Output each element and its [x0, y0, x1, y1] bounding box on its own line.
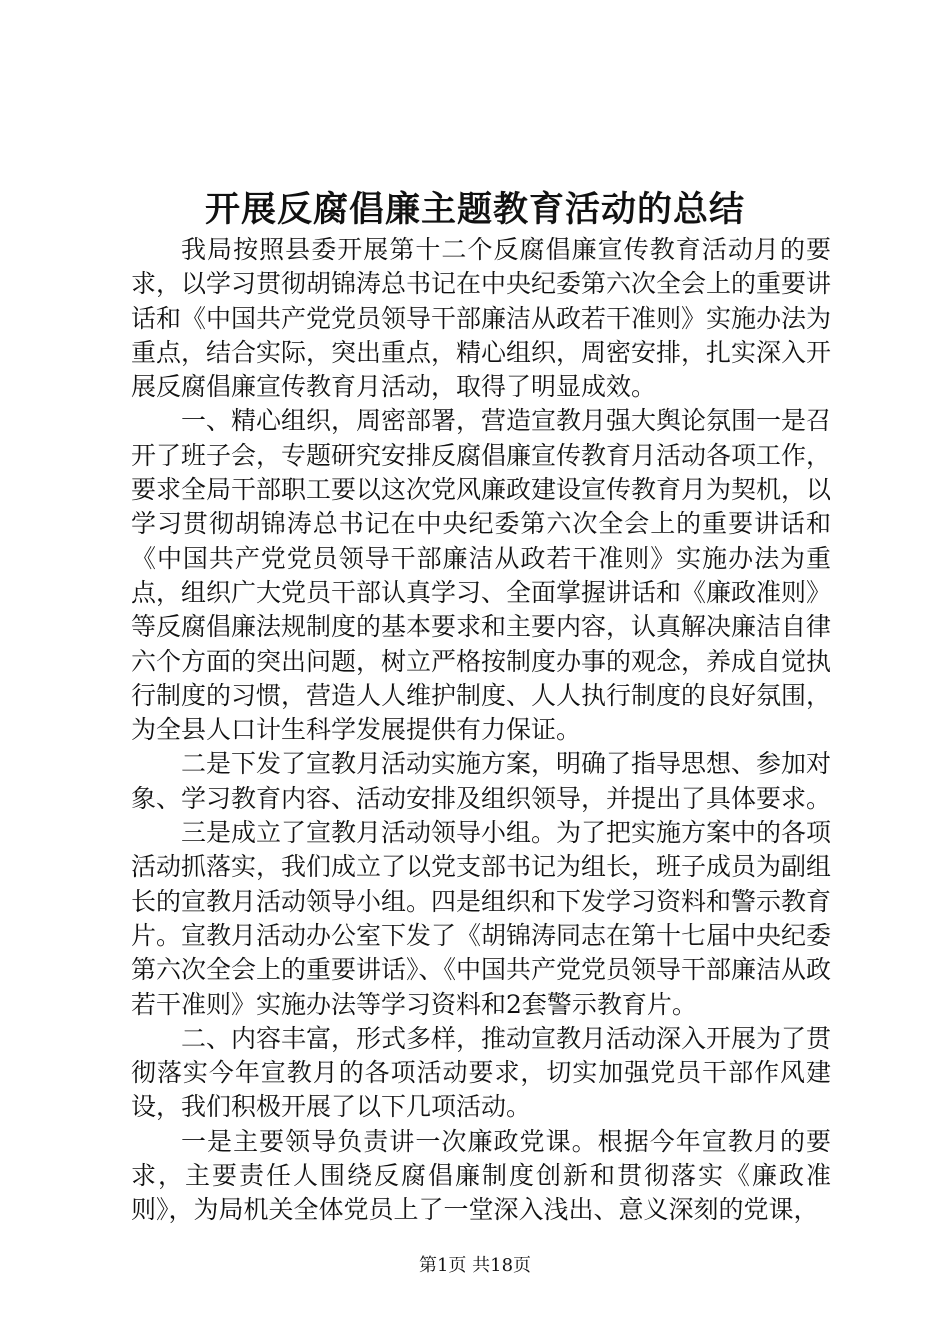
paragraph-section-2: 二、内容丰富，形式多样，推动宣教月活动深入开展为了贯彻落实今年宣教月的各项活动要求，切实加强党员干部作风建设，我们积极开展了以下几项活动。 [131, 1023, 832, 1122]
paragraph-intro: 我局按照县委开展第十二个反腐倡廉宣传教育活动月的要求，以学习贯彻胡锦涛总书记在中央纪委第六次全会上的重要讲话和《中国共产党党员领导干部廉洁从政若干准则》实施办法为重点，结合实际，突出重点，精心组织，周密安排，扎实深入开展反腐倡廉宣传教育月活动，取得了明显成效。 [131, 235, 832, 402]
paragraph-section-1: 一、精心组织，周密部署，营造宣教月强大舆论氛围一是召开了班子会，专题研究安排反腐倡廉宣传教育月活动各项工作，要求全局干部职工要以这次党风廉政建设宣传教育月为契机，以学习贯彻胡锦涛总书记在中央纪委第六次全会上的重要讲话和《中国共产党党员领导干部廉洁从政若干准则》实施办法为重点，组织广大党员干部认真学习、全面掌握讲话和《廉政准则》等反腐倡廉法规制度的基本要求和主要内容，认真解决廉洁自律六个方面的突出问题，树立严格按制度办事的观念，养成自觉执行制度的习惯，营造人人维护制度、人人执行制度的良好氛围，为全县人口计生科学发展提供有力保证。 [131, 406, 832, 745]
paragraph-item-3: 三是成立了宣教月活动领导小组。为了把实施方案中的各项活动抓落实，我们成立了以党支部书记为组长，班子成员为副组长的宣教月活动领导小组。四是组织和下发学习资料和警示教育片。宣教月活动办公室下发了《胡锦涛同志在第十七届中央纪委第六次全会上的重要讲话》、《中国共产党党员领导干部廉洁从政若干准则》实施办法等学习资料和2套警示教育片。 [131, 818, 832, 1019]
paragraph-item-2: 二是下发了宣教月活动实施方案，明确了指导思想、参加对象、学习教育内容、活动安排及组织领导，并提出了具体要求。 [131, 749, 832, 813]
paragraph-item-1: 一是主要领导负责讲一次廉政党课。根据今年宣教月的要求，主要责任人围绕反腐倡廉制度创新和贯彻落实《廉政准则》，为局机关全体党员上了一堂深入浅出、意义深刻的党课， [131, 1126, 831, 1225]
page-footer: 第1页 共18页 [418, 1255, 532, 1276]
document-title: 开展反腐倡廉主题教育活动的总结 [204, 189, 745, 230]
document-body [131, 233, 831, 1228]
